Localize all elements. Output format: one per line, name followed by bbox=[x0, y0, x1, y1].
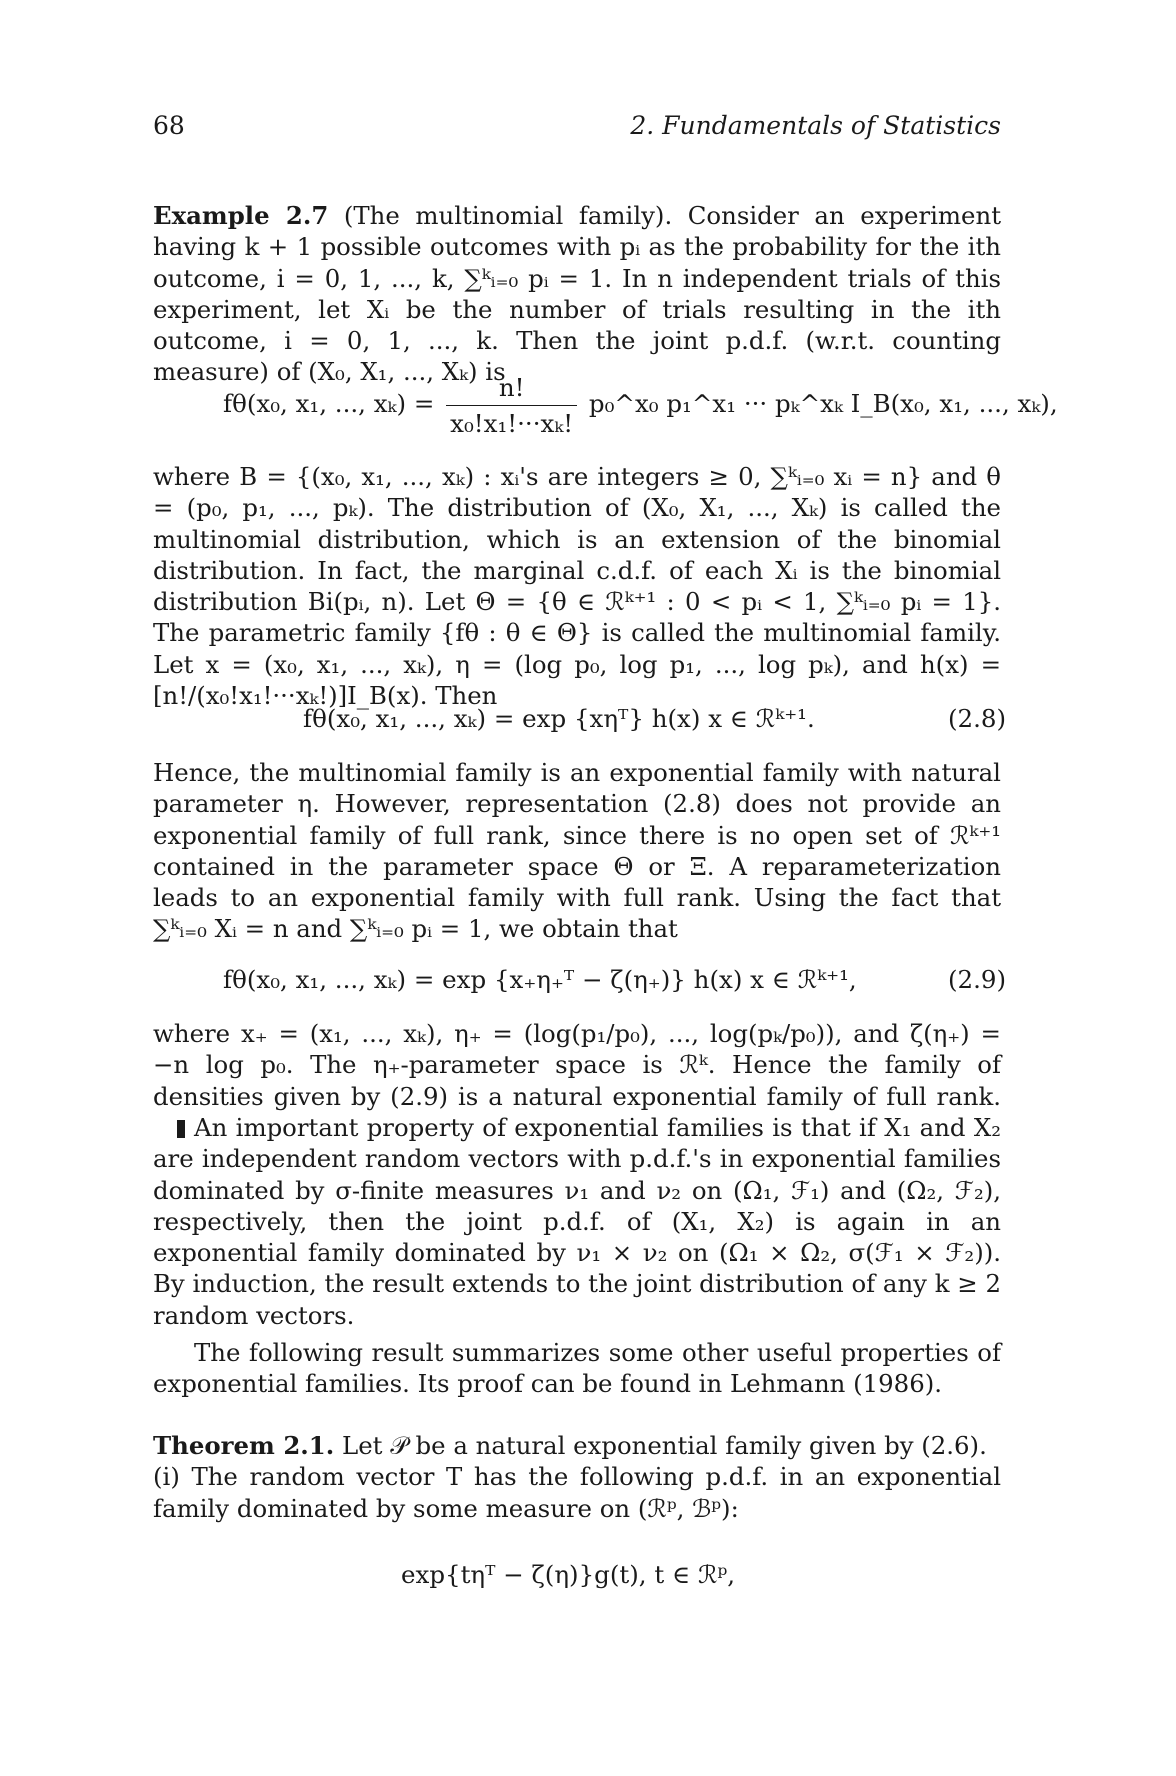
example-intro: Consider an experiment having k + 1 possible outcomes with pᵢ as the probability for the ith outcome, i = 0, 1, ..., k, ∑ᵏᵢ₌₀ pᵢ = 1. In n independent trials of this experiment, let Xᵢ be the number of trials resulting in the ith outcome, i = 0, 1, ..., k. Then the joint p.d.f. (w.r.t. counting measure) of (X₀, X₁, ..., Xₖ) is bbox=[153, 201, 1001, 387]
example-paragraph bbox=[153, 200, 1001, 388]
theorem-paragraph bbox=[153, 1430, 1001, 1524]
running-title: 2. Fundamentals of Statistics bbox=[630, 111, 1001, 140]
theorem-equation: exp{tηᵀ − ζ(η)}g(t), t ∈ ℛᵖ, bbox=[401, 1560, 736, 1589]
example-title: (The multinomial family). bbox=[328, 201, 688, 230]
equation-lhs: fθ(x₀, x₁, ..., xₖ) = bbox=[223, 389, 435, 418]
equation-rhs: p₀^x₀ p₁^x₁ ··· pₖ^xₖ I_B(x₀, x₁, ..., xₖ), bbox=[588, 389, 1058, 418]
example-label: Example 2.7 bbox=[153, 201, 329, 230]
equation-number-2-8: (2.8) bbox=[948, 704, 1007, 733]
paragraph-summary-intro: The following result summarizes some other useful properties of exponential families. Its proof can be found in Lehmann (1986). bbox=[153, 1338, 1001, 1399]
theorem-statement: Let 𝒫 be a natural exponential family given by (2.6). bbox=[334, 1431, 987, 1460]
paragraph-multinomial-distribution: where B = {(x₀, x₁, ..., xₖ) : xᵢ's are integers ≥ 0, ∑ᵏᵢ₌₀ xᵢ = n} and θ = (p₀, p₁, ..., pₖ). The distribution of (X₀, X₁, ..., Xₖ) is called the multinomial distribution, which is an extension of the binomial distribution. In fact, the marginal c.d.f. of each Xᵢ is the binomial distribution Bi(pᵢ, n). Let Θ = {θ ∈ ℛᵏ⁺¹ : 0 < pᵢ < 1, ∑ᵏᵢ₌₀ pᵢ = 1}. The parametric family {fθ : θ ∈ Θ} is called the multinomial family. Let x = (x₀, x₁, ..., xₖ), η = (log p₀, log p₁, ..., log pₖ), and h(x) = [n!/(x₀!x₁!···xₖ!)]I_B(x). Then bbox=[153, 462, 1001, 711]
page-number: 68 bbox=[153, 111, 185, 140]
equation-multinomial-pdf bbox=[223, 373, 1058, 438]
theorem-part-i: (i) The random vector T has the following p.d.f. in an exponential family dominated by some measure on (ℛᵖ, ℬᵖ): bbox=[153, 1462, 1001, 1523]
fraction-numerator: n! bbox=[446, 373, 577, 406]
fraction-denominator: x₀!x₁!···xₖ! bbox=[450, 409, 574, 438]
paragraph-independence-property: An important property of exponential families is that if X₁ and X₂ are independent random vectors with p.d.f.'s in exponential families dominated by σ-finite measures ν₁ and ν₂ on (Ω₁, ℱ₁) and (Ω₂, ℱ₂), respectively, then the joint p.d.f. of (X₁, X₂) is again in an exponential family dominated by ν₁ × ν₂ on (Ω₁ × Ω₂, σ(ℱ₁ × ℱ₂)). By induction, the result extends to the joint distribution of any k ≥ 2 random vectors. bbox=[153, 1113, 1001, 1330]
equation-fraction bbox=[446, 373, 577, 438]
equation-number-2-9: (2.9) bbox=[948, 965, 1007, 994]
paragraph-reparameterization: Hence, the multinomial family is an exponential family with natural parameter η. However, representation (2.8) does not provide an exponential family of full rank, since there is no open set of ℛᵏ⁺¹ contained in the parameter space Θ or Ξ. A reparameterization leads to an exponential family with full rank. Using the fact that ∑ᵏᵢ₌₀ Xᵢ = n and ∑ᵏᵢ₌₀ pᵢ = 1, we obtain that bbox=[153, 758, 1001, 944]
equation-2-8: fθ(x₀, x₁, ..., xₖ) = exp {xηᵀ} h(x) x ∈ ℛᵏ⁺¹. bbox=[303, 704, 815, 733]
theorem-label: Theorem 2.1. bbox=[153, 1431, 335, 1460]
paragraph-full-rank-text: where x₊ = (x₁, ..., xₖ), η₊ = (log(p₁/p₀), ..., log(pₖ/p₀)), and ζ(η₊) = −n log p₀. The η₊-parameter space is ℛᵏ. Hence the family of densities given by (2.9) is a natural exponential family of full rank. bbox=[153, 1019, 1001, 1111]
equation-2-9: fθ(x₀, x₁, ..., xₖ) = exp {x₊η₊ᵀ − ζ(η₊)} h(x) x ∈ ℛᵏ⁺¹, bbox=[223, 965, 857, 994]
